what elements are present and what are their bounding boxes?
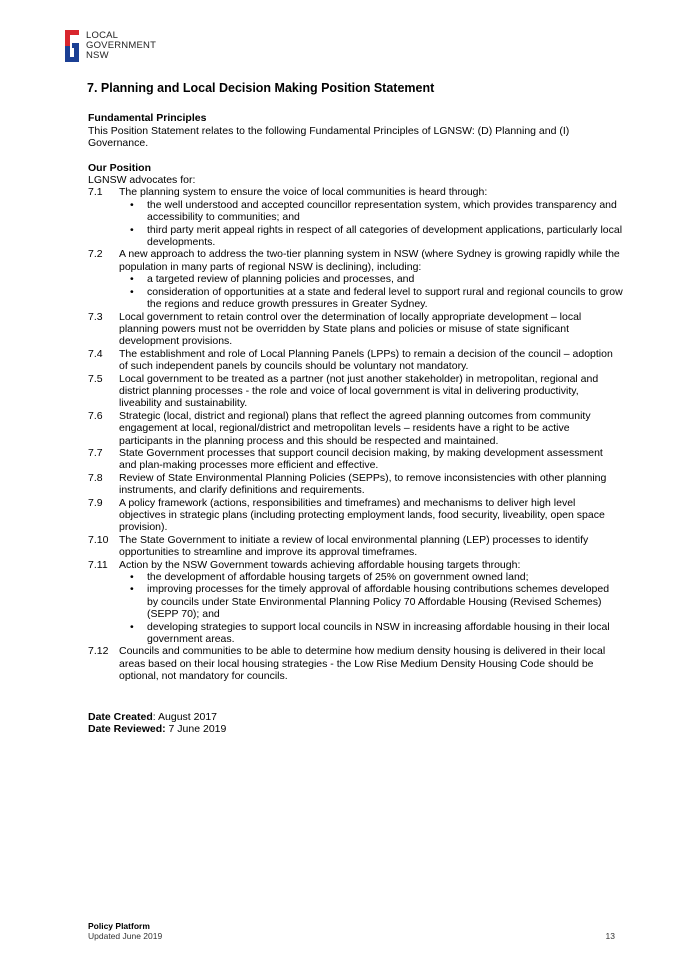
item-text: Action by the NSW Government towards achieving affordable housing targets through: (119, 558, 521, 571)
position-item (88, 497, 623, 534)
bullet-list (119, 273, 623, 310)
position-item (88, 559, 623, 646)
item-number: 7.8 (88, 471, 103, 484)
bullet-item: • the well understood and accepted councillor representation system, which provides transparency and accessibility to communities; and (119, 199, 623, 224)
date-created-label: Date Created (88, 710, 153, 723)
position-item (88, 472, 623, 497)
item-text: Review of State Environmental Planning Policies (SEPPs), to remove inconsistencies with other planning instruments, and clarify definitions and requirements. (119, 471, 607, 497)
logo-line-1: LOCAL (86, 30, 119, 41)
footer-title: Policy Platform (88, 921, 150, 931)
bullet-item: • developing strategies to support local councils in NSW in increasing affordable housing in their local government areas. (119, 621, 623, 646)
item-number: 7.4 (88, 347, 103, 360)
position-item (88, 645, 623, 682)
page-number: 13 (605, 931, 615, 941)
bullet-item: • consideration of opportunities at a state and federal level to support rural and regional councils to grow the regions and reduce growth pressures in Greater Sydney. (119, 286, 623, 311)
item-text: A new approach to address the two-tier planning system in NSW (where Sydney is growing rapidly while the population in many parts of regional NSW is declining), including: (119, 248, 620, 273)
fundamental-principles-text: This Position Statement relates to the following Fundamental Principles of LGNSW: (D) Planning and (I) Governance. (88, 124, 570, 150)
page-title: 7. Planning and Local Decision Making Position Statement (87, 81, 435, 95)
date-reviewed (88, 723, 623, 735)
document-dates (88, 711, 623, 736)
item-text: The State Government to initiate a review of local environmental planning (LEP) processes to identify opportunities to streamline and improve its approval timeframes. (119, 533, 589, 559)
item-number: 7.6 (88, 409, 103, 422)
lgnsw-logo (62, 28, 156, 64)
our-position-intro: LGNSW advocates for: (88, 174, 196, 187)
position-item (88, 373, 623, 410)
date-reviewed-value: 7 June 2019 (165, 723, 227, 736)
position-list (88, 186, 623, 682)
item-text: Councils and communities to be able to determine how medium density housing is delivered in their local areas based on their local housing strategies - the Low Rise Medium Density Housing Code should be optional, not mandatory for councils. (119, 645, 606, 683)
position-item (88, 534, 623, 559)
item-text: State Government processes that support council decision making, by making development assessment and plan-making processes more efficient and effective. (119, 446, 603, 472)
bullet-list (119, 199, 623, 249)
item-number: 7.11 (88, 558, 108, 571)
date-reviewed-label: Date Reviewed: (88, 723, 166, 736)
item-text: Strategic (local, district and regional) plans that reflect the agreed planning outcomes from community engagement at local, regional/district and metropolitan levels – residents have a right to be active participants in the planning process and this should be respected and maintained. (119, 409, 591, 447)
item-text: The planning system to ensure the voice of local communities is heard through: (119, 186, 488, 199)
item-number: 7.2 (88, 248, 103, 261)
item-number: 7.5 (88, 372, 103, 385)
position-item (88, 447, 623, 472)
logo-line-2: GOVERNMENT (86, 40, 157, 51)
footer-updated: Updated June 2019 (88, 931, 163, 941)
date-created (88, 711, 623, 723)
position-item (88, 410, 623, 447)
our-position-heading: Our Position (88, 161, 151, 174)
bullet-list (119, 571, 623, 645)
item-number: 7.7 (88, 446, 103, 459)
fundamental-principles-heading: Fundamental Principles (88, 112, 207, 125)
item-number: 7.9 (88, 496, 103, 509)
position-item (88, 186, 623, 248)
document-body (88, 82, 623, 736)
lgnsw-g-icon (62, 28, 82, 64)
bullet-item: • improving processes for the timely approval of affordable housing contributions schemes developed by councils under State Environmental Planning Policy 70 Affordable Housing (Revised Schemes) (SEPP 70); and (119, 583, 623, 620)
bullet-item: • a targeted review of planning policies and processes, and (119, 273, 623, 285)
position-item (88, 248, 623, 310)
date-created-value: : August 2017 (152, 710, 218, 723)
bullet-item: • third party merit appeal rights in respect of all categories of development applications, particularly local developments. (119, 224, 623, 249)
item-number: 7.12 (88, 645, 109, 658)
logo-wordmark (86, 28, 156, 61)
item-number: 7.1 (88, 186, 103, 199)
item-text: The establishment and role of Local Planning Panels (LPPs) to remain a decision of the council – adoption of such independent panels by councils should be voluntary not mandatory. (119, 347, 613, 373)
item-text: Local government to retain control over the determination of locally appropriate development – local planning powers must not be overridden by State plans and policies or misuse of state significant development provisions. (119, 310, 582, 348)
item-text: Local government to be treated as a partner (not just another stakeholder) in metropolitan, regional and district planning processes - the role and voice of local government is vital in delivering productivity, liveability and sustainability. (119, 372, 599, 410)
item-number: 7.10 (88, 533, 109, 546)
item-text: A policy framework (actions, responsibilities and timeframes) and mechanisms to deliver high level objectives in strategic plans (including protecting employment lands, food security, liveability, open space provision). (119, 496, 605, 534)
position-item (88, 348, 623, 373)
logo-line-3: NSW (86, 50, 109, 61)
page-footer (88, 921, 615, 941)
item-number: 7.3 (88, 310, 103, 323)
bullet-item: • the development of affordable housing targets of 25% on government owned land; (119, 571, 623, 583)
position-item (88, 311, 623, 348)
